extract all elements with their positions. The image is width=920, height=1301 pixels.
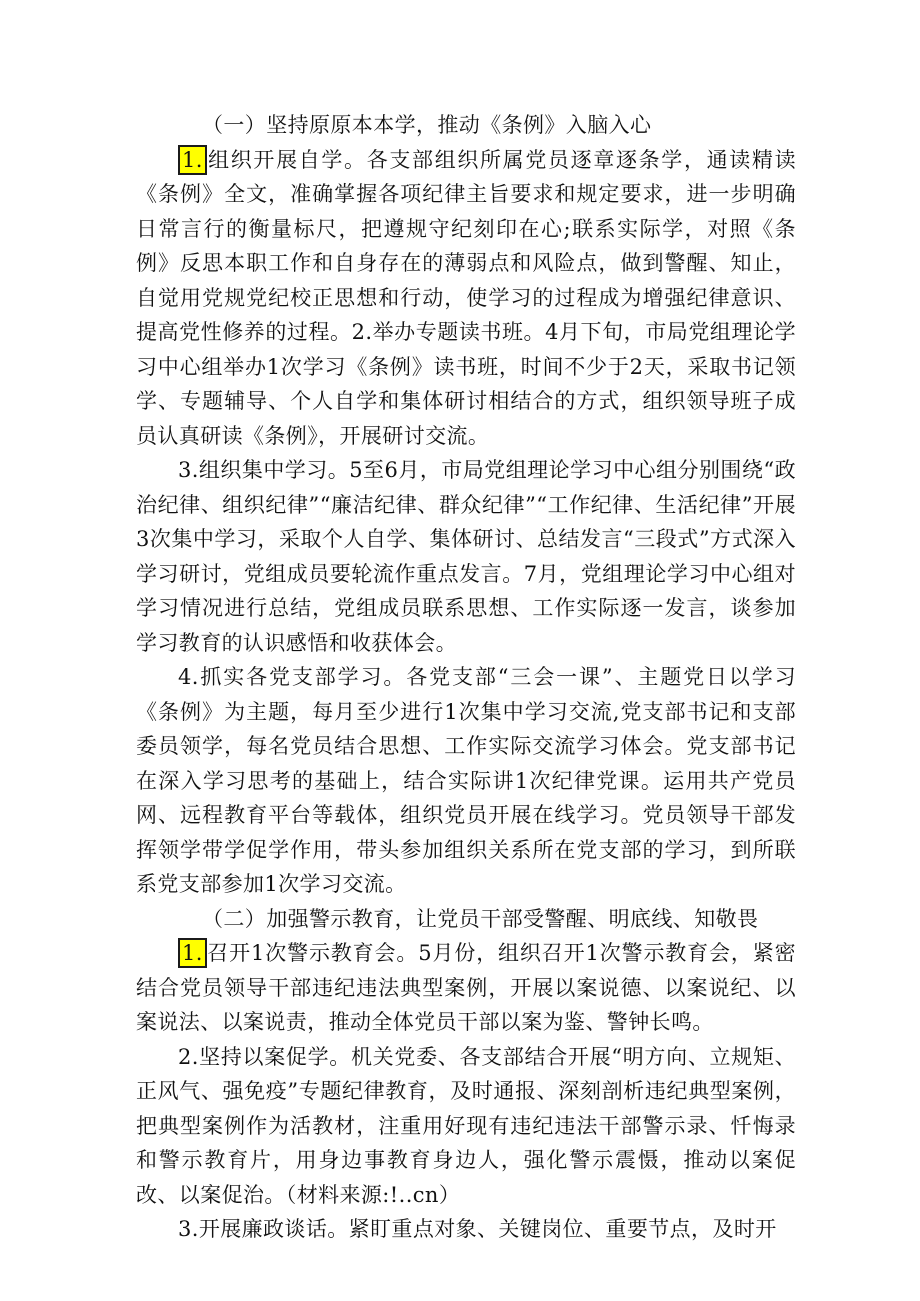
paragraph-text: 3.开展廉政谈话。紧盯重点对象、关键岗位、重要节点，及时开	[178, 1217, 777, 1241]
paragraph-text: 召开1次警示教育会。5月份，组织召开1次警示教育会，紧密结合党员领导干部违纪违法典型案例，开展以案说德、以案说纪、以案说法、以案说责，推动全体党员干部以案为鉴、警钟长鸣。	[136, 941, 796, 1034]
paragraph-4	[136, 936, 796, 1040]
highlighted-marker: 1.	[178, 145, 207, 175]
heading-text: （二）加强警示教育，让党员干部受警醒、明底线、知敬畏	[202, 906, 759, 931]
section-heading-2	[136, 902, 796, 937]
paragraph-1	[136, 143, 796, 454]
paragraph-text: 2.坚持以案促学。机关党委、各支部结合开展“明方向、立规矩、正风气、强免疫”专题纪律教育，及时通报、深刻剖析违纪典型案例，把典型案例作为活教材，注重用好现有违纪违法干部警示录、忏悔录和警示教育片，用身边事教育身边人，强化警示震慑，推动以案促改、以案促治。（材料来源:!..cn）	[136, 1044, 796, 1207]
paragraph-5	[136, 1040, 796, 1213]
paragraph-text: 4.抓实各党支部学习。各党支部“三会一课”、主题党日以学习《条例》为主题，每月至少进行1次集中学习交流,党支部书记和支部委员领学，每名党员结合思想、工作实际交流学习体会。党支部书记在深入学习思考的基础上，结合实际讲1次纪律党课。运用共产党员网、远程教育平台等载体，组织党员开展在线学习。党员领导干部发挥领学带学促学作用，带头参加组织关系所在党支部的学习，到所联系党支部参加1次学习交流。	[136, 665, 796, 896]
document-page	[136, 108, 796, 1247]
paragraph-3	[136, 660, 796, 902]
paragraph-2	[136, 453, 796, 660]
paragraph-text: 组织开展自学。各支部组织所属党员逐章逐条学，通读精读《条例》全文，准确掌握各项纪律主旨要求和规定要求，进一步明确日常言行的衡量标尺，把遵规守纪刻印在心;联系实际学，对照《条例》反思本职工作和自身存在的薄弱点和风险点，做到警醒、知止，自觉用党规党纪校正思想和行动，使学习的过程成为增强纪律意识、提高党性修养的过程。2.举办专题读书班。4月下旬，市局党组理论学习中心组举办1次学习《条例》读书班，时间不少于2天，采取书记领学、专题辅导、个人自学和集体研讨相结合的方式，组织领导班子成员认真研读《条例》，开展研讨交流。	[136, 147, 796, 448]
highlighted-marker: 1.	[178, 938, 207, 968]
paragraph-text: 3.组织集中学习。5至6月，市局党组理论学习中心组分别围绕“政治纪律、组织纪律”“廉洁纪律、群众纪律”“工作纪律、生活纪律”开展3次集中学习，采取个人自学、集体研讨、总结发言“三段式”方式深入学习研讨，党组成员要轮流作重点发言。7月，党组理论学习中心组对学习情况进行总结，党组成员联系思想、工作实际逐一发言，谈参加学习教育的认识感悟和收获体会。	[136, 458, 796, 655]
paragraph-6	[136, 1212, 796, 1247]
section-heading-1	[136, 108, 796, 143]
heading-text: （一）坚持原原本本学，推动《条例》入脑入心	[202, 113, 652, 137]
